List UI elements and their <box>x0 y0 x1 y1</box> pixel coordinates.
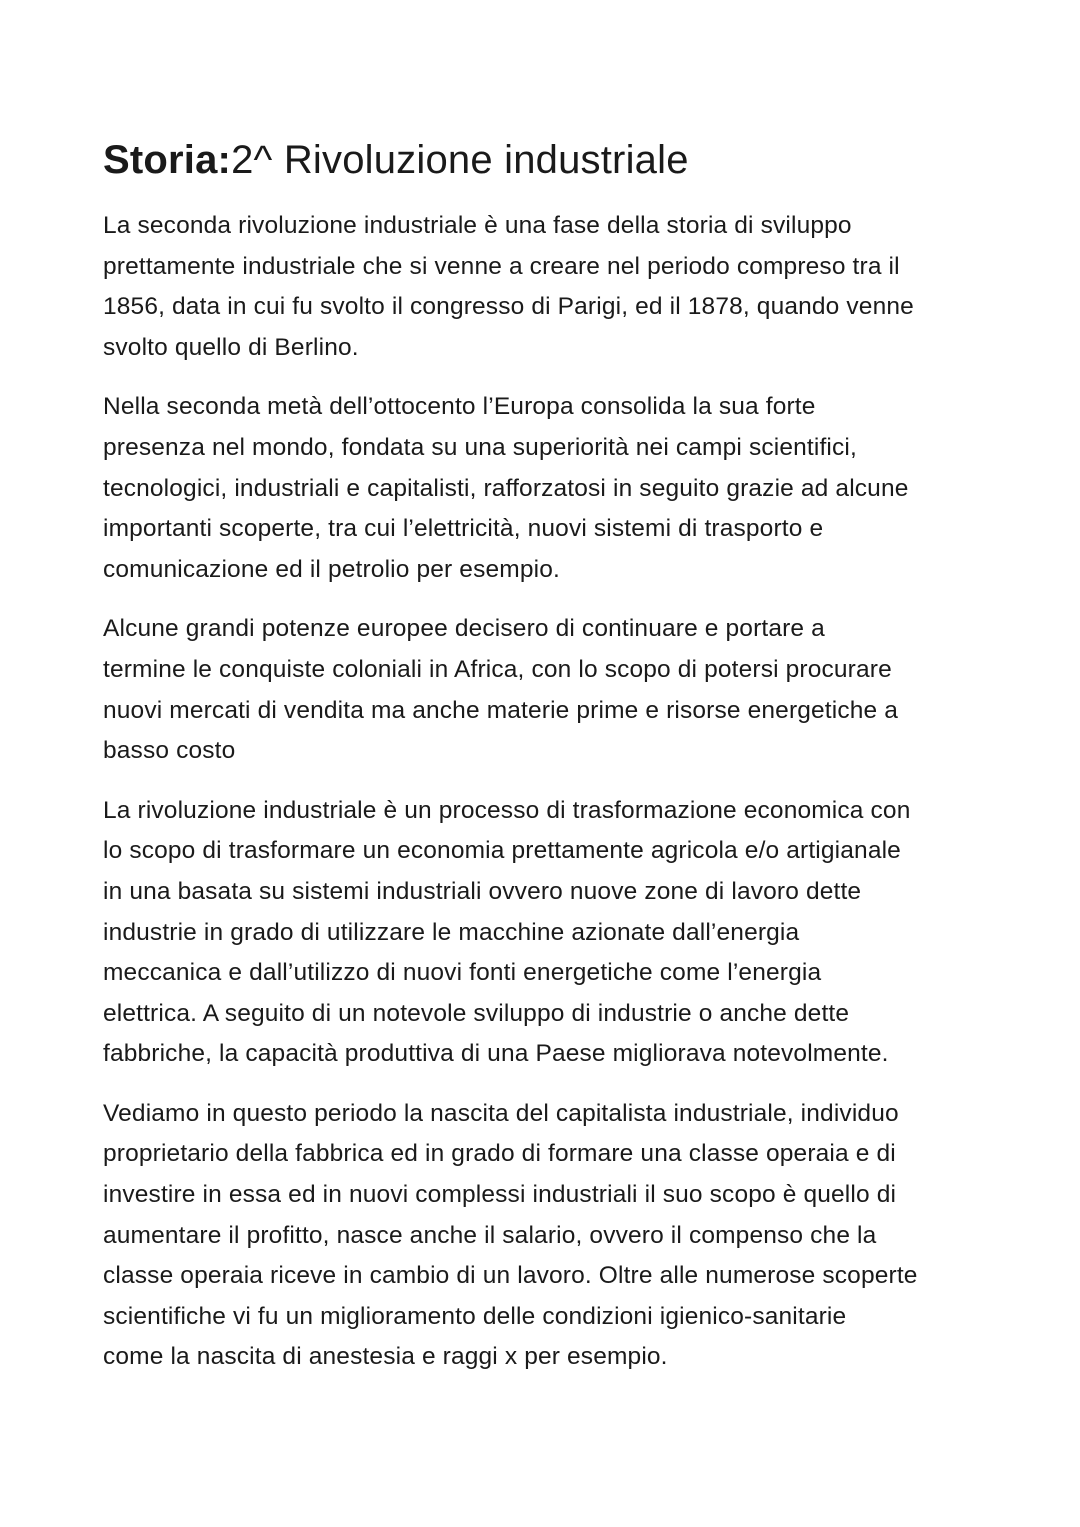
paragraph-line: tecnologici, industriali e capitalisti, rafforzatosi in seguito grazie ad alcune <box>103 474 909 502</box>
paragraph-4 <box>103 791 980 1075</box>
paragraph-5 <box>103 1094 980 1378</box>
paragraph-line: prettamente industriale che si venne a creare nel periodo compreso tra il <box>103 252 900 280</box>
title-topic: 2^ Rivoluzione industriale <box>231 138 689 182</box>
paragraph-line: classe operaia riceve in cambio di un lavoro. Oltre alle numerose scoperte <box>103 1262 918 1290</box>
paragraph-line: fabbriche, la capacità produttiva di una Paese migliorava notevolmente. <box>103 1040 889 1068</box>
paragraph-line: presenza nel mondo, fondata su una superiorità nei campi scientifici, <box>103 433 857 461</box>
paragraph-line: Nella seconda metà dell’ottocento l’Europa consolida la sua forte <box>103 393 816 421</box>
paragraph-line: 1856, data in cui fu svolto il congresso di Parigi, ed il 1878, quando venne <box>103 293 914 321</box>
paragraph-line: Alcune grandi potenze europee decisero di continuare e portare a <box>103 615 825 643</box>
paragraph-line: svolto quello di Berlino. <box>103 333 359 361</box>
paragraph-line: proprietario della fabbrica ed in grado di formare una classe operaia e di <box>103 1140 896 1168</box>
title-subject-label: Storia: <box>103 138 232 182</box>
paragraph-line: La rivoluzione industriale è un processo di trasformazione economica con <box>103 796 911 824</box>
paragraph-line: come la nascita di anestesia e raggi x per esempio. <box>103 1343 668 1371</box>
paragraph-2 <box>103 387 980 590</box>
paragraph-line: importanti scoperte, tra cui l’elettricità, nuovi sistemi di trasporto e <box>103 515 824 543</box>
paragraph-line: scientifiche vi fu un miglioramento delle condizioni igienico-sanitarie <box>103 1302 847 1330</box>
paragraph-line: termine le conquiste coloniali in Africa, con lo scopo di potersi procurare <box>103 655 892 683</box>
paragraph-line: investire in essa ed in nuovi complessi industriali il suo scopo è quello di <box>103 1181 897 1209</box>
paragraph-line: Vediamo in questo periodo la nascita del capitalista industriale, individuo <box>103 1099 899 1127</box>
paragraph-line: comunicazione ed il petrolio per esempio. <box>103 555 560 583</box>
paragraph-1 <box>103 206 980 368</box>
paragraph-line: basso costo <box>103 737 236 765</box>
paragraph-line: La seconda rivoluzione industriale è una fase della storia di sviluppo <box>103 212 852 239</box>
paragraph-line: lo scopo di trasformare un economia prettamente agricola e/o artigianale <box>103 837 901 865</box>
document-body <box>103 206 980 1378</box>
paragraph-line: nuovi mercati di vendita ma anche materie prime e risorse energetiche a <box>103 696 899 724</box>
paragraph-line: industrie in grado di utilizzare le macchine azionate dall’energia <box>103 918 800 946</box>
paragraph-3 <box>103 609 980 771</box>
paragraph-line: elettrica. A seguito di un notevole sviluppo di industrie o anche dette <box>103 999 850 1027</box>
paragraph-line: in una basata su sistemi industriali ovvero nuove zone di lavoro dette <box>103 877 862 905</box>
paragraph-line: meccanica e dall’utilizzo di nuovi fonti energetiche come l’energia <box>103 959 822 987</box>
paragraph-line: aumentare il profitto, nasce anche il salario, ovvero il compenso che la <box>103 1221 877 1249</box>
document-title <box>103 134 980 186</box>
